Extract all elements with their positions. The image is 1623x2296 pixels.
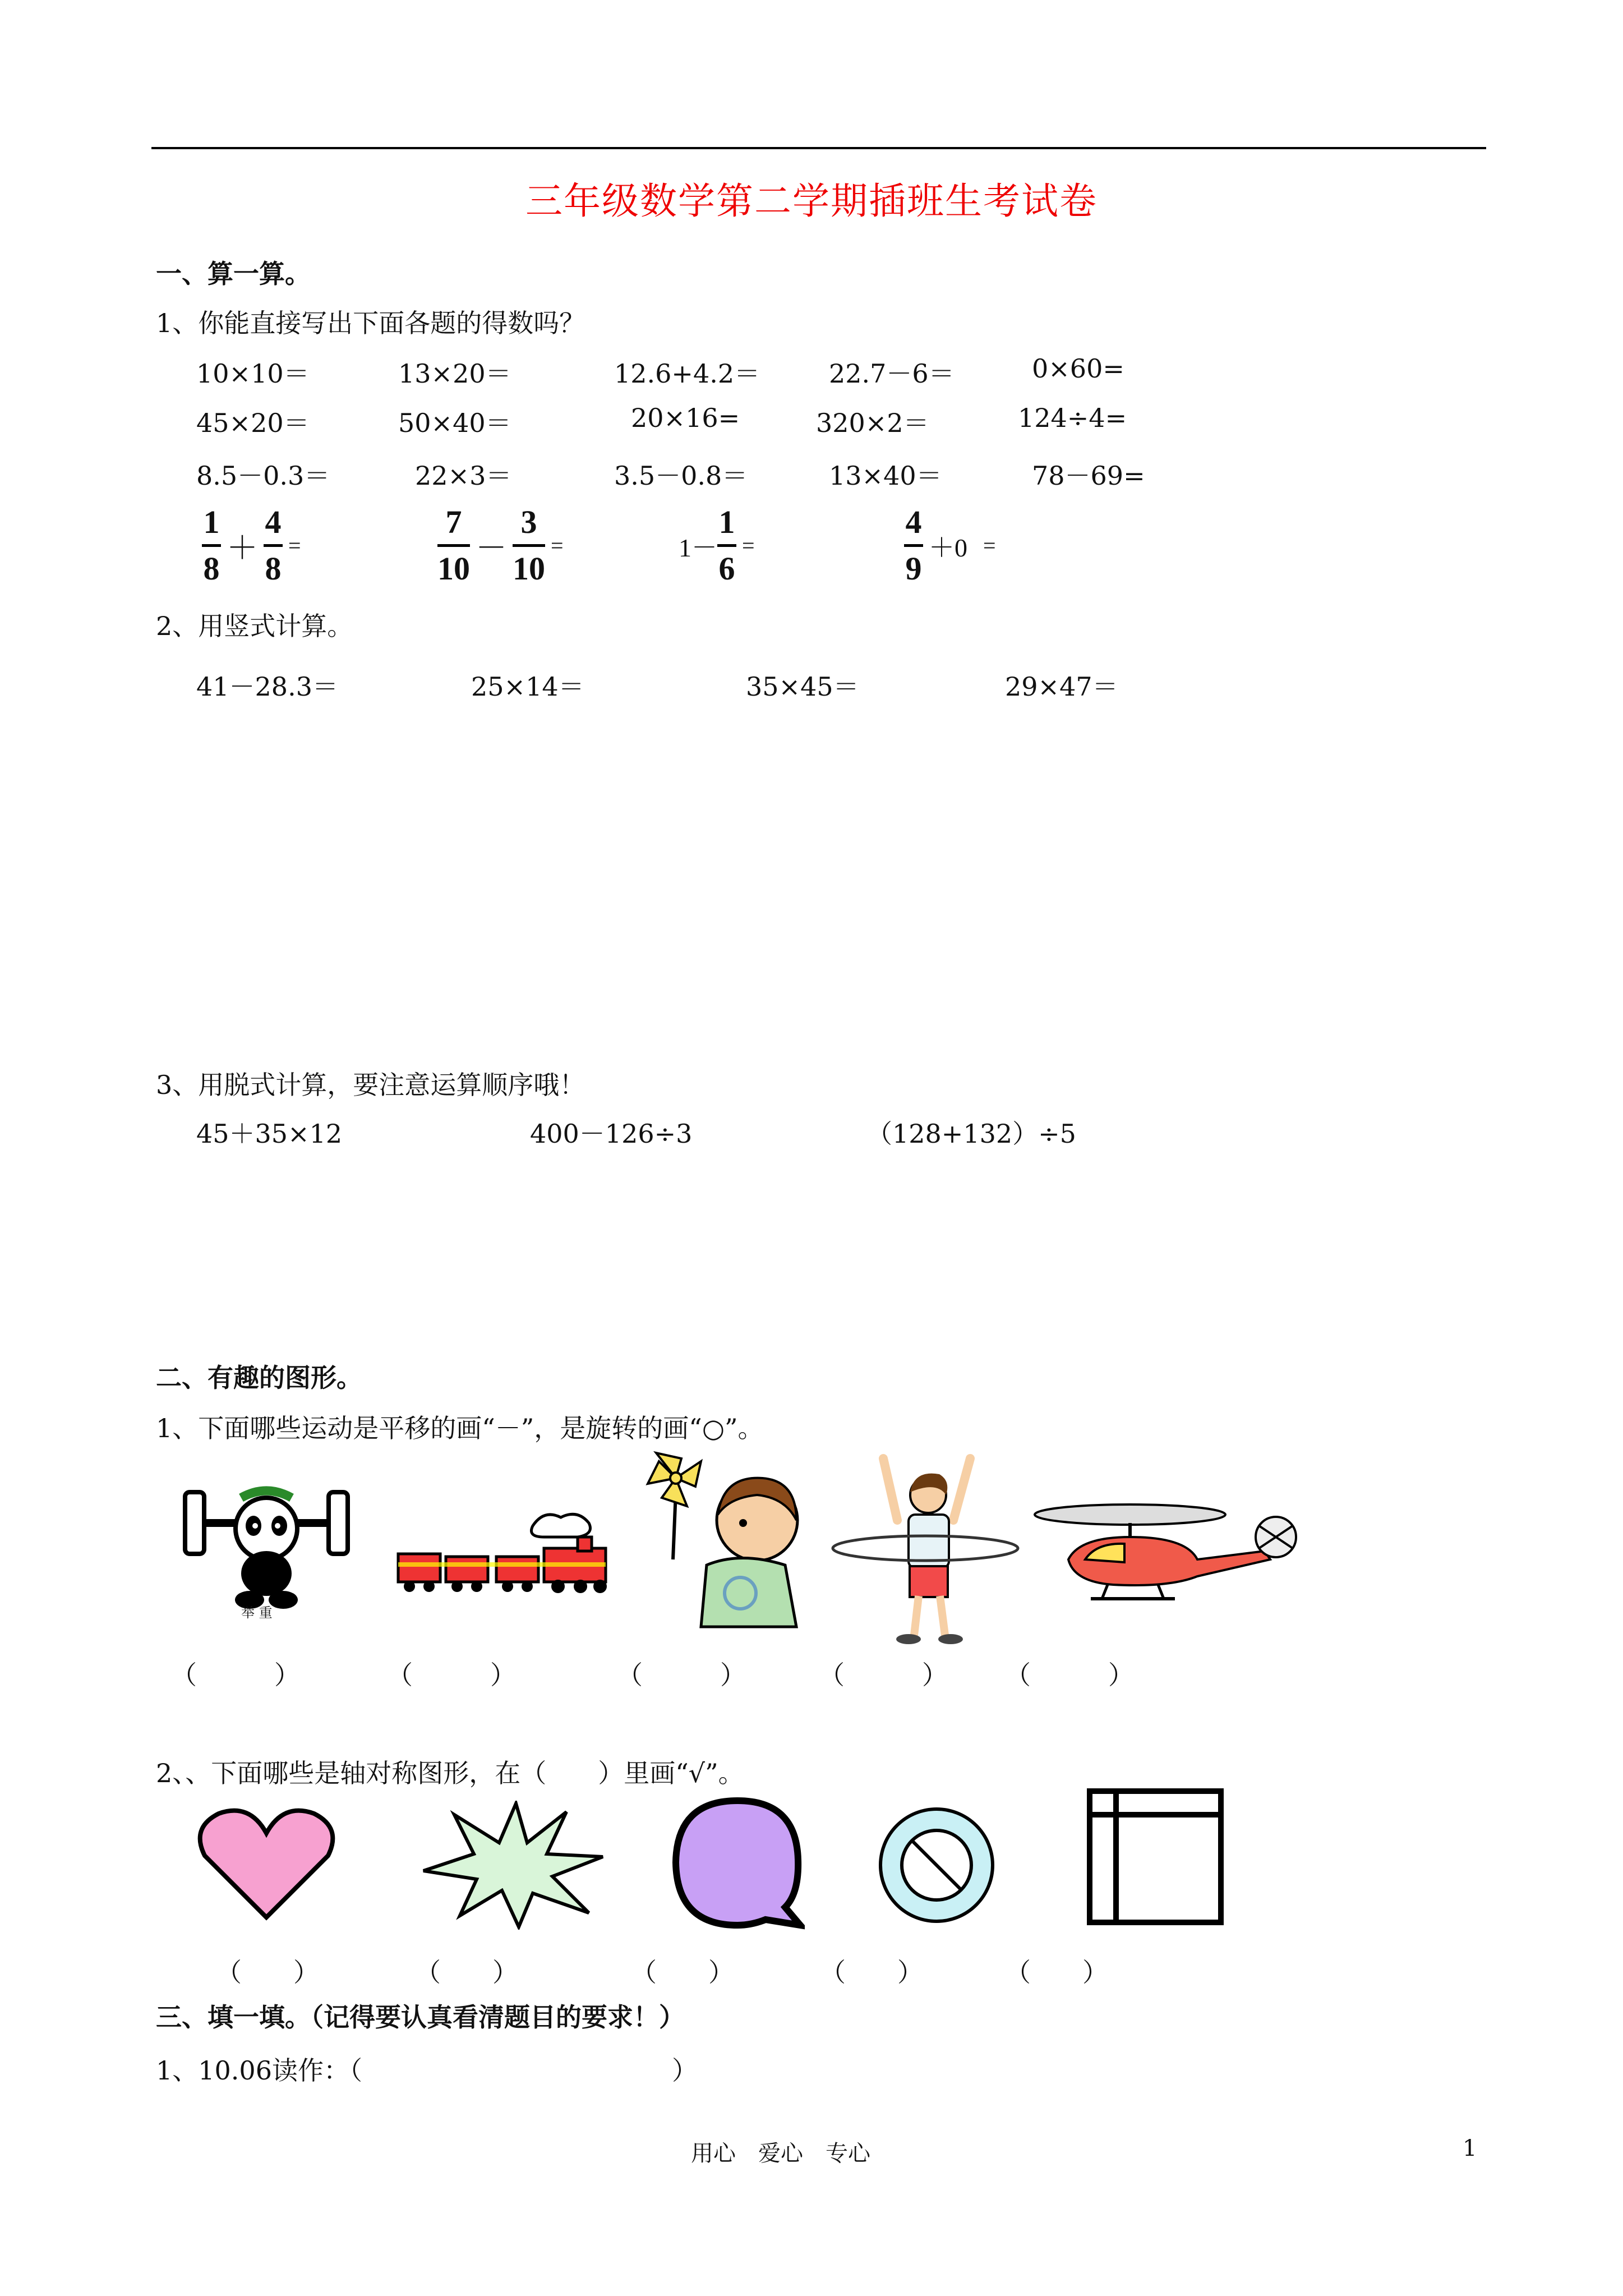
stepwise-calc-item: 400－126÷3 <box>530 1119 693 1149</box>
calc-item: 22×3＝ <box>415 461 512 491</box>
header-rule <box>151 147 1486 149</box>
calc-item: 3.5－0.8＝ <box>614 461 748 491</box>
stepwise-calc-item: （128+132）÷5 <box>866 1119 1076 1149</box>
starburst-shape <box>421 1801 606 1930</box>
calc-item: 13×40＝ <box>829 461 942 491</box>
fraction: 4 9 <box>904 506 923 585</box>
fraction-problem: 4 9 ＋0 = <box>904 506 996 585</box>
symmetry-prompt: 2、、下面哪些是轴对称图形，在（ ）里画“√”。 <box>156 1758 744 1788</box>
helicopter-picture <box>1029 1498 1304 1616</box>
page-number: 1 <box>1463 2136 1477 2161</box>
q3-prompt: 3、用脱式计算，要注意运算顺序哦！ <box>156 1070 585 1100</box>
calc-item: 0×60= <box>1032 353 1124 384</box>
pinwheel-boy-picture <box>628 1430 813 1632</box>
page-title: 三年级数学第二学期插班生考试卷 <box>525 180 1098 223</box>
q1-prompt: 1、你能直接写出下面各题的得数吗？ <box>156 308 585 338</box>
stepwise-calc-item: 45＋35×12 <box>196 1119 343 1149</box>
fraction: 1 8 <box>202 506 221 585</box>
answer-paren[interactable]: （ ） <box>1005 1660 1134 1690</box>
calc-item: 8.5－0.3＝ <box>196 461 330 491</box>
no-sign-shape <box>869 1798 1004 1932</box>
train-picture <box>393 1509 617 1599</box>
calc-item: 320×2＝ <box>816 408 929 438</box>
fraction-problem: 1 8 ＋ 4 8 = <box>202 506 301 585</box>
calc-item: 22.7－6＝ <box>829 358 955 389</box>
answer-paren[interactable]: （ ） <box>617 1660 746 1690</box>
answer-paren[interactable]: （ ） <box>216 1957 319 1987</box>
answer-paren[interactable]: （ ） <box>631 1957 734 1987</box>
fraction: 7 10 <box>437 504 470 587</box>
vertical-calc-item: 35×45＝ <box>746 671 859 702</box>
fraction-problem: 1－ 1 6 = <box>679 504 755 587</box>
calc-item: 20×16= <box>631 403 740 433</box>
vertical-calc-item: 29×47＝ <box>1005 671 1118 702</box>
fraction-problem: 7 10 － 3 10 = <box>437 504 564 587</box>
vertical-calc-item: 41－28.3＝ <box>196 671 338 702</box>
answer-paren[interactable]: （ ） <box>820 1957 923 1987</box>
square-frame-shape <box>1085 1787 1225 1927</box>
heart-shape <box>196 1805 336 1923</box>
fraction: 4 8 <box>264 506 283 585</box>
calc-item: 45×20＝ <box>196 408 310 438</box>
speech-bubble-shape <box>670 1795 805 1930</box>
answer-paren[interactable]: （ ） <box>387 1660 516 1690</box>
calc-item: 13×20＝ <box>398 358 511 389</box>
answer-paren[interactable]: （ ） <box>415 1957 518 1987</box>
q2-prompt: 2、用竖式计算。 <box>156 611 353 641</box>
calc-item: 78－69= <box>1032 461 1145 491</box>
fill-in-question: 1、10.06读作：（ ） <box>156 2055 698 2086</box>
fraction: 3 10 <box>513 504 545 587</box>
section3-heading: 三、填一填。（记得要认真看清题目的要求！） <box>156 2002 685 2032</box>
answer-paren[interactable]: （ ） <box>171 1660 300 1690</box>
section1-heading: 一、算一算。 <box>156 259 311 289</box>
calc-item: 50×40＝ <box>398 408 511 438</box>
hula-hoop-girl-picture <box>830 1436 1032 1649</box>
calc-item: 124÷4= <box>1018 403 1127 433</box>
vertical-calc-item: 25×14＝ <box>471 671 584 702</box>
motion-prompt: 1、下面哪些运动是平移的画“－”，是旋转的画“○”。 <box>156 1413 764 1443</box>
panda-caption: 举 重 <box>241 1605 273 1621</box>
section2-heading: 二、有趣的图形。 <box>156 1363 362 1393</box>
calc-item: 10×10＝ <box>196 358 310 389</box>
calc-item: 12.6+4.2＝ <box>614 358 760 389</box>
footer-motto: 用心 爱心 专心 <box>691 2141 870 2166</box>
answer-paren[interactable]: （ ） <box>819 1660 948 1690</box>
answer-paren[interactable]: （ ） <box>1005 1957 1108 1987</box>
fraction: 1 6 <box>717 506 736 585</box>
